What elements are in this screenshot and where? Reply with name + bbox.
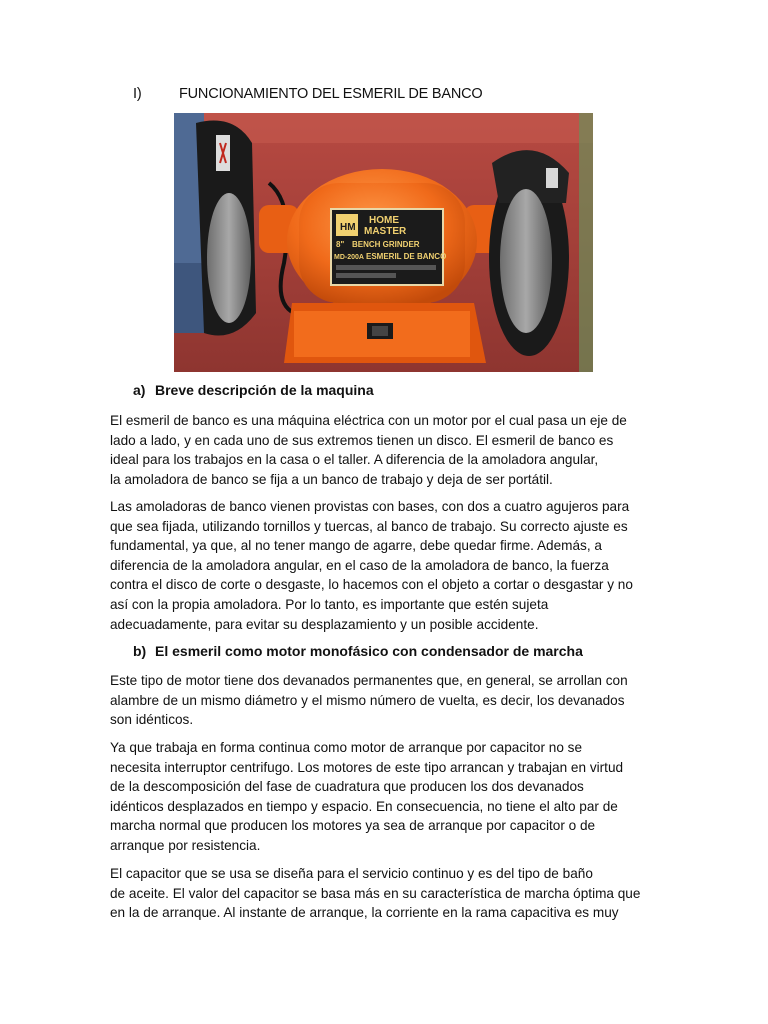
text-line: alambre de un mismo diámetro y el mismo número de vuelta, es decir, los devanados <box>110 692 625 708</box>
label-logo: HM <box>340 222 356 233</box>
paragraph-4 <box>110 738 670 856</box>
subheading-b-title: El esmeril como motor monofásico con condensador de marcha <box>155 643 583 659</box>
text-line: Ya que trabaja en forma continua como motor de arranque por capacitor no se <box>110 740 583 755</box>
text-line: necesita interruptor centrifugo. Los motores de este tipo arrancan y trabajan en virtud <box>110 759 624 775</box>
text-line: que sea fijada, utilizando tornillos y tuercas, al banco de trabajo. Su correcto ajuste es <box>110 518 628 534</box>
text-line: en la de arranque. Al instante de arranque, la corriente en la rama capacitiva es muy <box>110 905 619 921</box>
text-line: de la descomposición del fase de cuadratura que producen los dos devanados <box>110 779 584 795</box>
text-line: la amoladora de banco se fija a un banco de trabajo y deja de ser portátil. <box>110 471 553 487</box>
text-line: de aceite. El valor del capacitor se basa más en su característica de marcha óptima que <box>110 885 641 901</box>
text-line: El capacitor que se usa se diseña para el servicio continuo y es del tipo de baño <box>110 866 593 881</box>
subheading-a-letter: a) <box>133 382 146 398</box>
text-line: son idénticos. <box>110 712 194 728</box>
label-brand-2: MASTER <box>364 226 407 237</box>
subheading-b <box>133 643 583 659</box>
text-line: idénticos desplazados en tiempo y espacio. En consecuencia, no tiene el alto par de <box>110 798 618 814</box>
paragraph-3 <box>110 671 670 730</box>
section-number: I) <box>133 86 142 102</box>
subheading-b-letter: b) <box>133 643 147 659</box>
label-product-en: BENCH GRINDER <box>352 240 420 249</box>
text-line: diferencia de la amoladora angular, en el caso de la amoladora de banco, la fuerza <box>110 557 609 573</box>
text-line: fundamental, ya que, al no tener mango de agarre, debe quedar firme. Además, a <box>110 538 602 554</box>
section-title: FUNCIONAMIENTO DEL ESMERIL DE BANCO <box>179 86 483 102</box>
subheading-a-title: Breve descripción de la maquina <box>155 382 374 398</box>
label-product-es: ESMERIL DE BANCO <box>366 252 447 261</box>
text-line: Las amoladoras de banco vienen provistas con bases, con dos a cuatro agujeros para <box>110 499 630 514</box>
paragraph-5 <box>110 864 670 923</box>
label-size: 8" <box>336 240 345 249</box>
text-line: así con la propia amoladora. Por lo tanto, es importante que estén sujeta <box>110 596 549 612</box>
bench-grinder-photo <box>174 113 593 372</box>
text-line: marcha normal que producen los motores ya sea de arranque por capacitor o de <box>110 818 596 834</box>
subheading-a <box>133 382 374 398</box>
paragraph-1 <box>110 411 670 489</box>
text-line: lado a lado, y en cada uno de sus extremos tienen un disco. El esmeril de banco es <box>110 432 614 448</box>
text-line: arranque por resistencia. <box>110 837 261 853</box>
paragraph-2 <box>110 497 670 634</box>
label-brand-1: HOME <box>369 215 399 226</box>
text-line: adecuadamente, para evitar su desplazamiento y un posible accidente. <box>110 616 539 632</box>
text-line: contra el disco de corte o desgaste, lo hacemos con el objeto a cortar o desgastar y no <box>110 577 633 593</box>
text-line: ideal para los trabajos en la casa o el taller. A diferencia de la amoladora angular, <box>110 452 599 468</box>
text-line: El esmeril de banco es una máquina eléctrica con un motor por el cual pasa un eje de <box>110 413 627 428</box>
section-heading <box>133 86 482 102</box>
text-line: Este tipo de motor tiene dos devanados permanentes que, en general, se arrollan con <box>110 673 628 688</box>
label-model: MD-200A <box>334 254 364 261</box>
